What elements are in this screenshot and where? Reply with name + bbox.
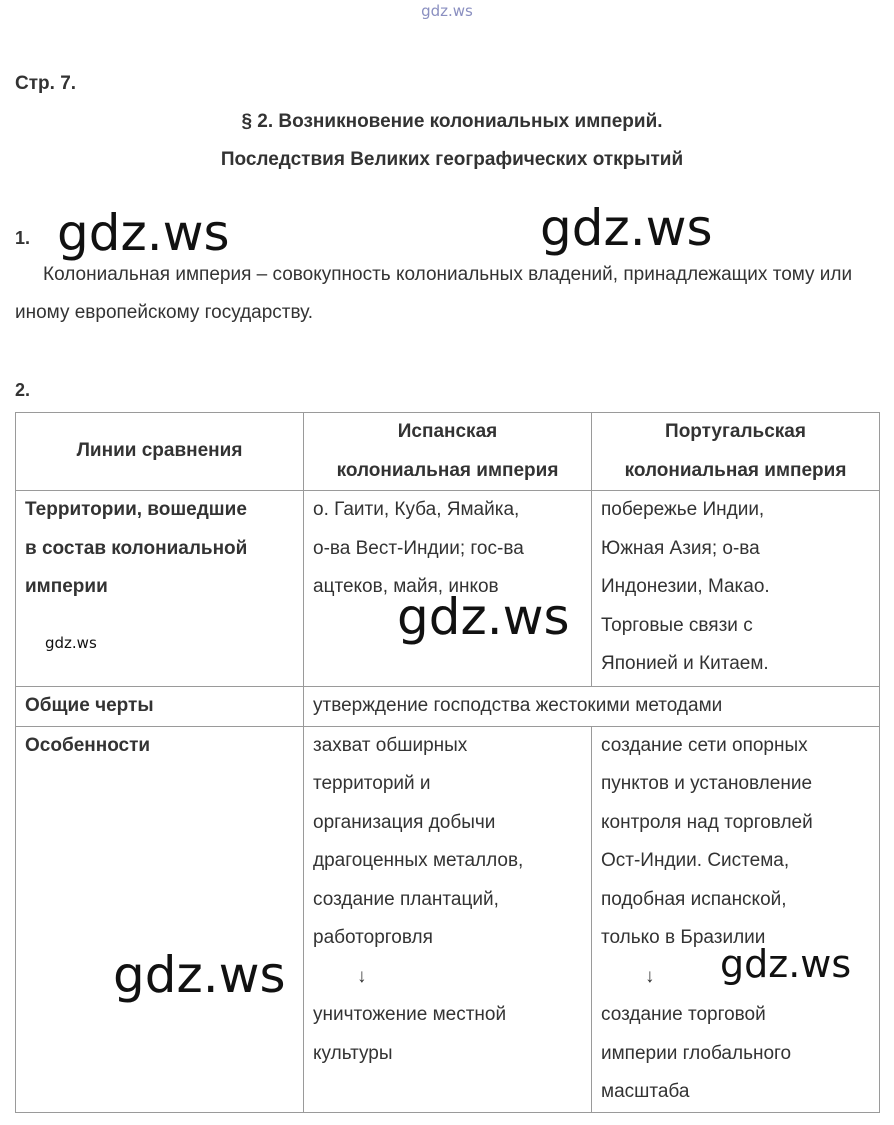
spain-territories: о. Гаити, Куба, Ямайка, о-ва Вест-Индии; гос-ва ацтеков, майя, инков	[304, 491, 592, 687]
watermark-small: gdz.ws	[45, 634, 97, 652]
common-features: утверждение господства жестокими методами	[304, 687, 880, 727]
watermark: gdz.ws	[113, 946, 286, 1004]
portugal-features: создание сети опорных пунктов и установление контроля над торговлей Ост-Индии. Система, подобная испанской, только в Бразилии ↓ создание торговой империи глобального масштаба	[592, 726, 880, 1112]
row-label-territories: Территории, вошедшие в состав колониальной империи	[16, 491, 304, 687]
table-row	[16, 687, 880, 727]
watermark: gdz.ws	[397, 588, 570, 646]
portugal-territories: побережье Индии, Южная Азия; о-ва Индонезии, Макао. Торговые связи с Японией и Китаем.	[592, 491, 880, 687]
question-2-number: 2.	[15, 380, 31, 400]
watermark: gdz.ws	[540, 199, 713, 257]
header-spanish-empire: Испанская колониальная империя	[304, 413, 592, 491]
header-comparison-lines: Линии сравнения	[16, 413, 304, 491]
question-1-number: 1.	[15, 228, 31, 248]
question-1-answer: Колониальная империя – совокупность колониальных владений, принадлежащих тому или иному европейскому государству.	[15, 264, 853, 323]
row-label-features: Особенности	[16, 726, 304, 1112]
comparison-table	[15, 412, 880, 1113]
spain-features: захват обширных территорий и организация добычи драгоценных металлов, создание плантаций, работорговля ↓ уничтожение местной культуры	[304, 726, 592, 1112]
page-label: Стр. 7.	[15, 73, 77, 94]
table-header-row	[16, 413, 880, 491]
section-title: § 2. Возникновение колониальных империй.	[241, 111, 663, 132]
table-row	[16, 726, 880, 1112]
section-subtitle: Последствия Великих географических открытий	[220, 149, 684, 170]
watermark: gdz.ws	[720, 942, 852, 986]
row-label-common: Общие черты	[16, 687, 304, 727]
watermark: gdz.ws	[57, 204, 230, 262]
header-portuguese-empire: Португальская колониальная империя	[592, 413, 880, 491]
down-arrow-icon: ↓	[357, 965, 367, 987]
down-arrow-icon: ↓	[645, 965, 655, 987]
top-watermark: gdz.ws	[421, 2, 473, 20]
